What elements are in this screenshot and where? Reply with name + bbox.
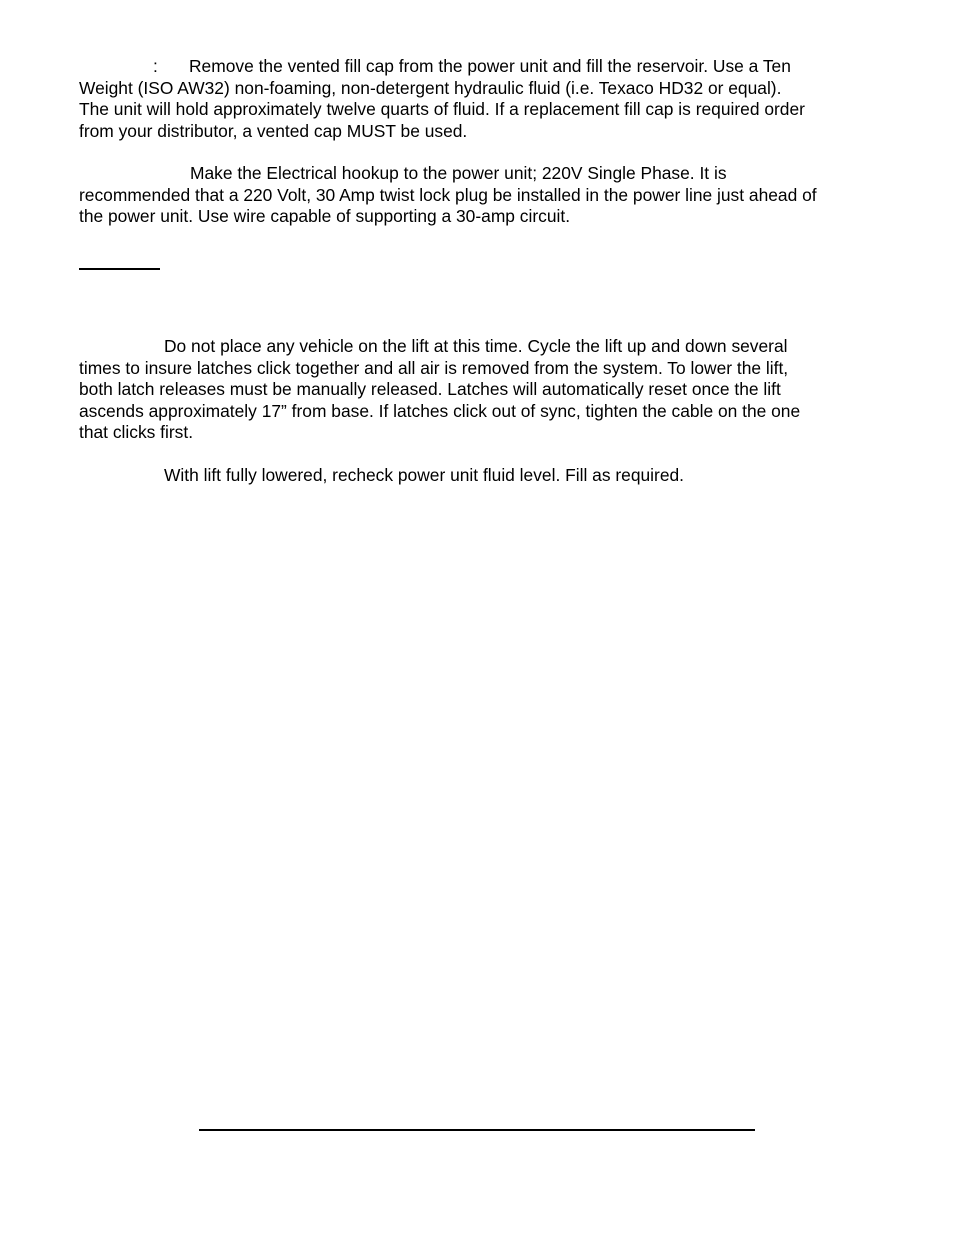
paragraph-line: recommended that a 220 Volt, 30 Amp twist lock plug be installed in the power line just ahead of	[79, 184, 817, 205]
paragraph-line: Weight (ISO AW32) non-foaming, non-detergent hydraulic fluid (i.e. Texaco HD32 or equal).	[79, 77, 782, 98]
paragraph-line-text: Remove the vented fill cap from the power unit and fill the reservoir. Use a Ten	[189, 56, 791, 76]
footer-divider	[199, 1129, 755, 1131]
paragraph-line: With lift fully lowered, recheck power unit fluid level. Fill as required.	[164, 465, 684, 485]
fluid-fill-paragraph	[79, 56, 899, 142]
paragraph-line: The unit will hold approximately twelve quarts of fluid. If a replacement fill cap is required order	[79, 99, 805, 120]
paragraph-line: Make the Electrical hookup to the power unit; 220V Single Phase. It is	[190, 163, 727, 183]
section-heading-underline	[79, 268, 160, 270]
electrical-hookup-paragraph	[79, 163, 899, 228]
paragraph-line: both latch releases must be manually released. Latches will automatically reset once the lift	[79, 379, 781, 400]
paragraph-line: times to insure latches click together and all air is removed from the system. To lower the lift,	[79, 357, 789, 378]
paragraph-line: that clicks first.	[79, 422, 194, 443]
cycle-lift-paragraph	[79, 336, 899, 444]
paragraph-line: from your distributor, a vented cap MUST be used.	[79, 120, 468, 141]
paragraph-line: ascends approximately 17” from base. If latches click out of sync, tighten the cable on the one	[79, 400, 801, 421]
paragraph-line: Do not place any vehicle on the lift at this time. Cycle the lift up and down several	[164, 336, 788, 356]
paragraph-line: the power unit. Use wire capable of supporting a 30-amp circuit.	[79, 206, 571, 227]
recheck-fluid-paragraph	[79, 465, 899, 487]
step-colon: :	[153, 56, 158, 76]
paragraph-line	[79, 56, 899, 78]
